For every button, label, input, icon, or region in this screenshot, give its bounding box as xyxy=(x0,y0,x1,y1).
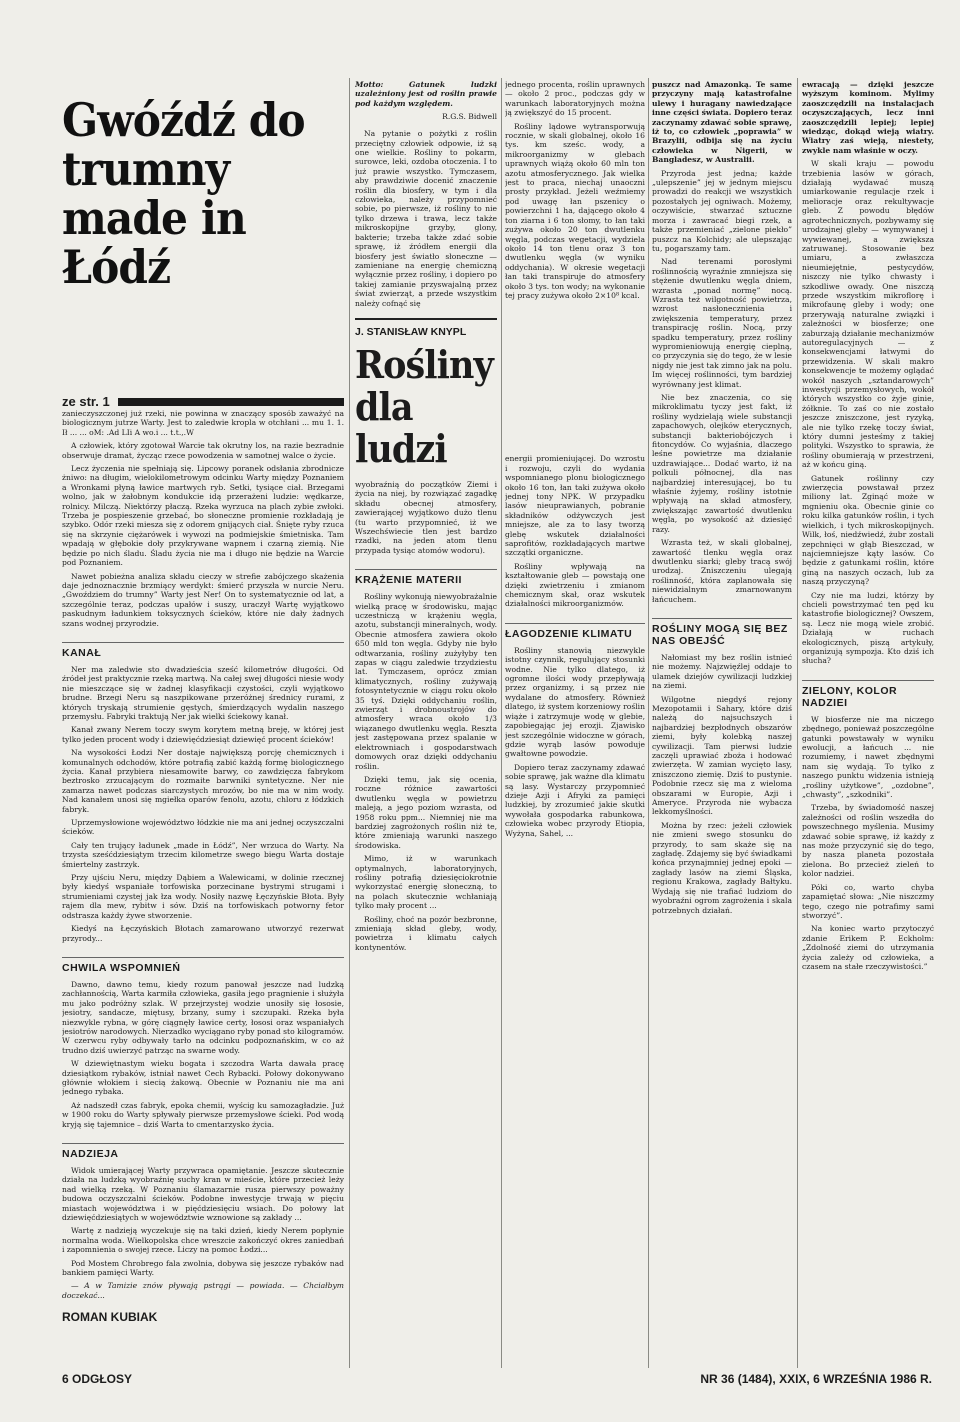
column-divider xyxy=(501,78,502,1368)
paragraph: Widok umierającej Warty przywraca opamiętanie. Jeszcze skutecznie działa na ludzką wyobraźnię suchy kran w mieście, które przecież leży nad wielką rzeką. W Poznaniu ślamazarnie rusza pierwszy poważny budowa oczyszczalni ścieków. Podobne inwestycje trwają w pięciu miastach województwa i w pięćdziesięciu wsiach. Do połowy lat dziewięćdziesiątych w województwie wznowione są zakłady ... xyxy=(62,1166,344,1223)
paragraph: Na wysokości Łodzi Ner dostaje największą porcję chemicznych i komunalnych odchodów, które potrafią zabić każdą formę biologicznego życia. Kanał przybiera niesamowite barwy, co zawdzięcza fabrykom beztrosko zrzucającym do rozmaite barwniki syntetyczne. Ner nie zamarza nawet podczas siarczystych mrozów, bo nie ma w nim wody. Nad kanałem unosi się mgiełka oparów fenolu, azotu, chloru z łódzkich fabryk. xyxy=(62,748,344,814)
paragraph: puszcz nad Amazonką. Te same przyczyny mają katastrofalne ulewy i huragany nawiedzające inne części świata. Dopiero teraz zaczynamy zdawać sobie sprawę, iż to, co człowiek „poprawia” w Brazylii, odbija się na życiu człowieka w Nigerii, w Bangladesz, w Australii. xyxy=(652,80,792,165)
paragraph: Cały ten trujący ładunek „made in Łódź”, Ner wrzuca do Warty. Na trzysta sześćdziesiątym trzecim kilometrze swego biegu Warta dostaje śmiertelny zastrzyk. xyxy=(62,840,344,869)
paragraph: Na pytanie o pożytki z roślin przeciętny człowiek odpowie, iż są one wielkie. Rośliny to pokarm, surowce, leki, ozdoba otoczenia. I to już prawie wszystko. Tymczasem, aby prawdziwie docenić znaczenie roślin dla biosfery, w tym i dla człowieka, należy przypomnieć sobie, po pierwsze, iż rośliny to nie tylko drzewa i trawa, lecz także mikroskopijne grzyby, glony, bakterie; trzeba także zdać sobie sprawę, iż źródłem energii dla biosfery jest światło słoneczne — zamieniane na energię chemiczną wyłącznie przez rośliny, i dopiero po takiej zamianie przyswajalną przez świat zwierząt, a przede wszystkim należy cofnąć się xyxy=(355,129,497,308)
article-rosliny-col3 xyxy=(505,80,645,1366)
paragraph: — A w Tamizie znów pływają pstrągi — powiada. — Chciałbym doczekać... xyxy=(62,1281,344,1300)
author-roman-kubiak: ROMAN KUBIAK xyxy=(62,1310,158,1325)
column-divider xyxy=(648,78,649,1368)
section-heading-zielony: ZIELONY, KOLOR NADZIEI xyxy=(802,680,934,709)
paragraph: Trzeba, by świadomość naszej zależności od roślin wszedła do powszechnego myślenia. Musimy zdawać sobie sprawę, iż każdy z nas może przyczynić się do tego, by nasza planeta pozostała zielona. Bo przecież zieleń to kolor nadziei. xyxy=(802,803,934,879)
paragraph: Przyroda jest jedna; każde „ulepszenie” jej w jednym miejscu prowadzi do reakcji we wszystkich pozostałych jej ogniwach. Możemy, oczywiście, stwarzać sztuczne morza i zawracać biegi rzek, a także przemieniać „zielone piekło” puszcz na Kolchidy; ale ulepszając tu, pogarszamy tam. xyxy=(652,168,792,253)
paragraph: Wartę z nadzieją wyczekuje się na taki dzień, kiedy Nerem popłynie normalna woda. Wielkopolska chce wreszcie zakończyć okres zaniedbań i zapomnienia o swojej rzece. Liczy na pomoc Łodzi... xyxy=(62,1226,344,1255)
article-rosliny-col2 xyxy=(355,80,497,1366)
paragraph: Czy nie ma ludzi, którzy by chcieli powstrzymać ten pęd ku katastrofie biologicznej? Owszem, są. Lecz nie mogą wiele zrobić. Działają w ruchach ekologicznych, piszą artykuły, organizują sympozja. Kto dziś ich słucha? xyxy=(802,590,934,666)
paragraph: Lecz życzenia nie spełniają się. Lipcowy poranek odsłania zbrodnicze żniwo: na długim, wielokilometrowym odcinku Warty między Poznaniem a Wronkami płyną ławice martwych ryb. Setki, tysiące ciał. Brzegami wolno, jak w żałobnym kondukcie idą przerażeni ludzie: wędkarze, rolnicy. Milczą. Niektórzy płaczą. Rzeka wyrzuca na plach zybie zwłoki. Trzeba je pospieszenie grzebać, bo słoneczne promienie rozkładają je szybko. Odór rzeki miesza się z odorem gnijących ciał. Śnięte ryby rzuca się na skrzynie ciężarówek i wywozi na podmiejskie śmietniska. Tam wpadają w głębokie doły przykrywane wapnem i czarną ziemią. Nie będzie po nich śladu. Śladu życia nie ma i długo nie będzie na Warcie pod Poznaniem. xyxy=(62,464,344,568)
section-heading-nie-obejsc: ROŚLINY MOGĄ SIĘ BEZ NAS OBEJŚĆ xyxy=(652,618,792,647)
section-heading-nadzieja: NADZIEJA xyxy=(62,1143,344,1160)
paragraph: Wilgotne niegdyś rejony Mezopotamii i Sahary, które dziś należą do najsuchszych i najbardziej bezpłodnych obszarów ziemi, były kolebką naszej cywilizacji. Tam pierwsi ludzie zaczęli uprawiać zboża i hodować zwierzęta. W zamian wycięto lasy, zniszczono ziemię. Dziś to pustynie. Podobnie rzecz się ma z wieloma obszarami w Europie, Azji i Ameryce. Przyroda nie wybacza lekkomyślności. xyxy=(652,694,792,817)
section-heading-chwila: CHWILA WSPOMNIEŃ xyxy=(62,957,344,974)
paragraph: Dzięki temu, jak się ocenia, roczne różnice zawartości dwutlenku węgla w powietrzu maleją, a jego poziom wzrasta, od 1958 roku ppm... Niemniej nie ma bardziej zagrożonych roślin niż te, które zmieniają warunki naszego środowiska. xyxy=(355,774,497,850)
paragraph: wyobraźnią do początków Ziemi i życia na niej, by rozwiązać zagadkę składu obecnej atmosfery, zawierającej wyjątkowo dużo tlenu (tu warto przypomnieć, iż we Wszechświecie tlen jest bardzo rzadki, na jeden atom tlenu przypada tysiąc atomów wodoru). xyxy=(355,479,497,555)
paragraph: Przy ujściu Neru, między Dąbiem a Walewicami, w dolinie rzecznej były kiedyś wspaniałe torfowiska porzecinane bystrymi strugami i strumieniami czystej jak łza wody. Nosiły nazwę Łęczyńskie Błota. Były rajem dla mew, rybitw i sów. Dziś na torfowiskach potworny fetor odstrasza każdy żywe stworzenie. xyxy=(62,873,344,920)
column-divider xyxy=(349,78,350,1368)
section-heading-kanal: KANAŁ xyxy=(62,642,344,659)
paragraph: Na koniec warto przytoczyć zdanie Erikem P. Eckholm: „Zdolność ziemi do utrzymania życia zależy od człowieka, a czasem na stałe rzeczywistości.” xyxy=(802,924,934,971)
paragraph: jednego procenta, roślin uprawnych — około 2 proc., podczas gdy w warunkach laboratoryjnych można ją zwiększyć do 15 procent. xyxy=(505,80,645,118)
article-title-gwozdz: Gwóźdź do trumny made in Łódź xyxy=(62,93,305,294)
paragraph: Rośliny lądowe wytransporwują rocznie, w skali globalnej, około 16 tys. km sześc. wody, a mikroorganizmy w glebach uprawnych wiążą około 60 mln ton azotu atmosferycznego. Jak wielka jest to praca, niechaj unaoczni prosty przykład. Jeżeli weźmiemy pod uwagę łan pszenicy o powierzchni 1 ha, dającego około 4 ton ziarna i 6 ton słomy, to łan taki zużywa około 20 ton dwutlenku węgla, podczas wegetacji, wydziela około 14 ton tlenu oraz 3 ton dwutlenku węgla (w wyniku oddychania). W okresie wegetacji łan taki transpiruje do atmosfery około 3 tys. ton wody; na wykonanie tej pracy zużywa około 2×10⁸ kcal. xyxy=(505,121,645,300)
article-rosliny-col5 xyxy=(802,80,934,1366)
continued-label: ze str. 1 xyxy=(62,394,110,409)
paragraph: Dawno, dawno temu, kiedy rozum panował jeszcze nad ludzką zachłannością, Warta karmiła człowieka, gasiła jego pragnienie i służyła mu jako podróżny szlak. W przejrzystej wodzie unosiły się łososie, jesiotry, sandacze, miętusy, brzany, sumy i szczupaki. Rzeka była niezwykle rybna, w górę ciągnęły ławice certy, łososi oraz wspaniałych jesiotrów narodowych. Nierzadko wyciągano ryby ponad sto kilogramów. W czerwcu ryby odbywały tarło na odcinku podpoznańskim, w co aż trudno dziś uwierzyć patrząc na swarne wody. xyxy=(62,979,344,1055)
section-heading-lagodzenie: ŁAGODZENIE KLIMATU xyxy=(505,623,645,640)
paragraph: Uprzemysłowione województwo łódzkie nie ma ani jednej oczyszczalni ścieków. xyxy=(62,818,344,837)
continued-from-marker xyxy=(62,394,344,409)
paragraph: Wzrasta też, w skali globalnej, zawartość tlenku węgla oraz dwutlenku siarki; gleby tracą swój urodzaj. Zniszczeniu ulegają roślinność, która zaplanowała się niewidzialnym zmarnowanym łańcuchem. xyxy=(652,538,792,604)
article-rosliny-col4 xyxy=(652,80,792,1366)
paragraph: W skali kraju — powodu trzebienia lasów w górach, działają wydawać muszą umiarkowanie regulacje rzek i melioracje oraz rekultywacje gleb. Z powodu błędów agrotechnicznych, pozbywamy się urodzajnej gleby — wymywanej i wywiewanej, a zwiększa zatruwanej. Stosowanie bez umiaru, a zwłaszcza nieumiejętnie, pestycydów, niszczy nie tylko chwasty i szkodliwe owady. One niszczą przede wszystkim mikroflorę i mikrofaunę gleby i wody; one przerywają naturalne związki i zależności w biosferze; one zaburzają działanie mechanizmów autoregulacyjnych — z konsekwencjami łatwymi do przewidzenia. W skali makro konsekwencje te możemy oglądać wokół naszych „sztandarowych” inwestycji przemysłowych, wokół których wszystko co żyje ginie, żółknie. To zaś co nie zostało jeszcze zniszczone, jest ryzyką, ale nie tylko rzekę toczy świat, który dumni jesteśmy z takiej polityki. Wszystko to sprawia, że rośliny obumierają w przestrzeni, aż w końcu giną. xyxy=(802,159,934,470)
motto: Motto: Gatunek ludzki uzależniony jest od roślin prawie pod każdym względem. xyxy=(355,80,497,108)
article-gwozdz xyxy=(62,80,344,1366)
paragraph: Mimo, iż w warunkach optymalnych, laboratoryjnych, rośliny potrafią dziesięciokrotnie wykorzystać energię słoneczną, to na polach skutecznie wchłaniają tylko mały procent ... xyxy=(355,854,497,911)
paragraph: Rośliny wykonują niewyobrażalnie wielką pracę w środowisku, mając uczestniczą w krążeniu węgla, azotu, substancji mineralnych, wody. Obecnie atmosfera zawiera około 650 mld ton węgla. Gdyby nie było odtwarzania, rośliny zużyłyby ten zapas w ciągu zaledwie trzydziestu lat. Tymczasem, oprócz zmian klimatycznych, rośliny zużywają fotosyntetycznie w ciągu roku około 35 tyś. Dzięki oddychaniu roślin, zwierząt i drobnoustrojów do atmosfery wraca około 1/3 wiązanego dwutlenku węgla. Reszta jest zastępowana przez spalanie w elektrowniach i gospodarstwach domowych oraz dzięki oddychaniu roślin. xyxy=(355,592,497,771)
paragraph: Nałomiast my bez roślin istnieć nie możemy. Najzwięźlej oddaje to ulamek dziejów cywilizacji ludzkiej na ziemi. xyxy=(652,652,792,691)
paragraph: Dopiero teraz zaczynamy zdawać sobie sprawę, jak ważne dla klimatu są lasy. Wystarczy przypomnieć dzieje Azji i Afryki za pamięci ludzkiej, by zrozumieć jakie skutki wywołała gospodarka rabunkowa, człowieka wobec przyrody Etiopia, Wyżyna, Sahel, ... xyxy=(505,762,645,838)
section-heading-krazenie: KRĄŻENIE MATERII xyxy=(355,569,497,586)
issue-date-footer: NR 36 (1484), XXIX, 6 WRZEŚNIA 1986 R. xyxy=(700,1372,932,1386)
paragraph: A człowiek, który zgotował Warcie tak okrutny los, na razie bezradnie obserwuje dramat, życząc rzece powodzenia w samotnej walce o życie. xyxy=(62,441,344,460)
paragraph: Ner ma zaledwie sto dwadzieścia sześć kilometrów długości. Od źródeł jest praktycznie rzeką martwą. Na całej swej długości niesie wody nie mieszczące się w żadnej klasyfikacji czystości, czyli wyjątkowo brudne. Brzegi Neru są naszpikowane przeróżnej średnicy rurami, z których tryskają strumienie gęstych, śmierdzących wydalin naszego przemysłu. Fabryki traktują Ner jak wielki ściekowy kanał. xyxy=(62,664,344,721)
paragraph: zanieczyszczonej już rzeki, nie powinna w znaczący sposób zaważyć na biologicznym jutrze Warty. Jest to zaledwie kropla w otchłani ... mu 1. 1. Ił ... ... oM: .Ad LIi A wo.i ... t.t.,.W xyxy=(62,409,344,437)
paragraph: energii promieniującej. Do wzrostu i rozwoju, czyli do wydania wspomnianego plonu biologicznego około 16 ton, łan taki zużywa około jednej tony NPK. W przypadku lasów nieuprawianych, pobranie składników odżywczych jest mniejsze, ale za to lasy tworzą glebę wskutek działalności saprofitów, rozkładających martwe szczątki organiczne. xyxy=(505,454,645,558)
article-title-rosliny: Rośliny dla ludzi xyxy=(355,341,493,471)
paragraph: Rośliny, choć na pozór bezbronne, zmieniają skład gleby, wody, powietrza i klimatu całych kontynentów. xyxy=(355,914,497,952)
column-divider xyxy=(797,78,798,1368)
paragraph: Kanał zwany Nerem toczy swym korytem metną breję, w której jest tylko jeden procent wody i dziewięćdziesiąt dziewięć procent ścieków! xyxy=(62,725,344,744)
paragraph: Pod Mostem Chrobrego fala zwolnia, dobywa się jeszcze rybaków nad bankiem pamięci Warty. xyxy=(62,1258,344,1278)
page-number-footer: 6 ODGŁOSY xyxy=(62,1372,133,1386)
paragraph: Nie bez znaczenia, co się mikroklimatu tyczy jest fakt, iż rośliny wydzielają wiele substancji zapachowych, olejków eterycznych, substancji bakteriobójczych i fitoncydów. Co wyjaśnia, dlaczego leśne powietrze ma działanie uzdrawiające... Dodać warto, iż na polkuli północnej, dla nas najbardziej interesującej, bo tu właśnie żyjemy, rośliny istotnie wpływają na skład atmosfery, zwiększając zawartość dwutlenku węgla, po wysokość aż dziesięć razy. xyxy=(652,393,792,534)
motto-source: R.G.S. Bidwell xyxy=(442,112,497,122)
paragraph: Kiedyś na Łęczyńskich Błotach zamarowano utworzyć rezerwat przyrody... xyxy=(62,924,344,943)
paragraph: Można by rzec: jeżeli człowiek nie zmieni swego stosunku do przyrody, to sam skaże się na zagładę. Zdajemy się być świadkami końca przynajmniej jednej epoki — zagłady lasów na ziemi Śląska, regionu Krakowa, zagłady Bałtyku. Wydają się nie trafiać ludziom do wyobraźni ogrom zagrożenia i skala potrzebnych działań. xyxy=(652,820,792,915)
paragraph: Nawet pobieżna analiza składu cieczy w strefie zabójczego skażenia daje jednoznacznie brzmiący werdykt: śmierć przyszła w nurcie Neru. „Gwoździem do trumny” Warty jest Ner! On to systematycznie od lat, a szczególnie teraz, podczas upałów i suszy, uraczył Wartę wyjątkowo paskudnym ładunkiem toksycznych ścieków, które nie dały żadnych szans wodnej przyrodzie. xyxy=(62,571,344,628)
paragraph: W biosferze nie ma niczego zbędnego, ponieważ poszczególne gatunki powstawały w wyniku ewolucji, a łańcuch ... nie rozumiemy, i nawet zbędnymi nam się wydają. To tylko z naszego punktu widzenia istnieją „rośliny użytkowe”, „ozdobne”, „chwasty”, „szkodniki”. xyxy=(802,714,934,800)
paragraph: Rośliny stanowią niezwykle istotny czynnik, regulujący stosunki wodne. Nie tylko dlatego, iż ogromne ilości wody przepływają przez organizmy, i są przez nie wydalane do atmosfery. Również dlatego, iż system korzeniowy roślin wiąże i zatrzymuje wodę w glebie, zapobiegając jej erozji. Zjawisko jest szczególnie widoczne w górach, gdzie wyrąb lasów powoduje gwałtowne powodzie. xyxy=(505,645,645,759)
paragraph: Rośliny wpływają na kształtowanie gleb — powstają one dzięki zwietrzeniu i zmianom chemicznym skał, oraz wskutek działalności mikroorganizmów. xyxy=(505,561,645,609)
byline-knypl: J. STANISŁAW KNYPL xyxy=(355,318,497,338)
paragraph: Aż nadszedł czas fabryk, epoka chemii, wyścig ku samozagładzie. Już w 1900 roku do Warty spływały pierwsze przemysłowe ścieki. Pod wodą kryją się tajemnice – dziś Warta to cmentarzysko życia. xyxy=(62,1100,344,1129)
paragraph: Gatunek roślinny czy zwierzęcia powstawał przez miliony lat. Zginąć może w mgnieniu oka. Obecnie ginie co roku kilka gatunków roślin, i tych wielkich, i tych mikroskopijnych. Wilk, łoś, niedźwiedź, żubr zostali zepchnięci w głąb Bieszczad, w najciemniejsze kąty lasów. Co będzie z gatunkami roślin, które giną na naszych oczach, lub za naszą przyczyną? xyxy=(802,473,934,587)
paragraph: Nad terenami porosłymi roślinnością wyraźnie zmniejsza się stężenie dwutlenku węgla dniem, wzrasta „ponad normę” nocą. Wzrasta też wilgotność powietrza, wzrost nasłonecznienia i zwiększenia temperatury, przez transpirację roślin. Nocą, przy spadku temperatury, przez rośliny wypromieniowują energię cieplną, co przyczynia się do tego, że w lesie nigdy nie jest tak zimno jak na polu. Im więcej roślinności, tym bardziej wyrównany jest klimat. xyxy=(652,257,792,389)
continued-bar xyxy=(118,398,344,406)
paragraph: ewracają — dzięki jeszcze wyższym kominom. Mylimy zaoszczędzili na instalacjach oczyszczających, lecz inni zaoszczędzili lepiej; lepiej wiedząc, dokąd wieją wiatry. Wiatry zaś wieją, niestety, zwykle nam właśnie w oczy. xyxy=(802,80,934,155)
paragraph: Póki co, warto chyba zapamiętać słowa: „Nie niszczmy tego, czego nie potrafimy sami stworzyć”. xyxy=(802,882,934,920)
spacer xyxy=(505,304,645,454)
paragraph: W dziewiętnastym wieku bogata i szczodra Warta dawała pracę dziesiątkom rybaków, istniał nawet Cech Rybacki. Połowy dokonywano głównie włokiem i siecią żakową. Obecnie w Poznaniu nie ma ani jednego rybaka. xyxy=(62,1059,344,1097)
